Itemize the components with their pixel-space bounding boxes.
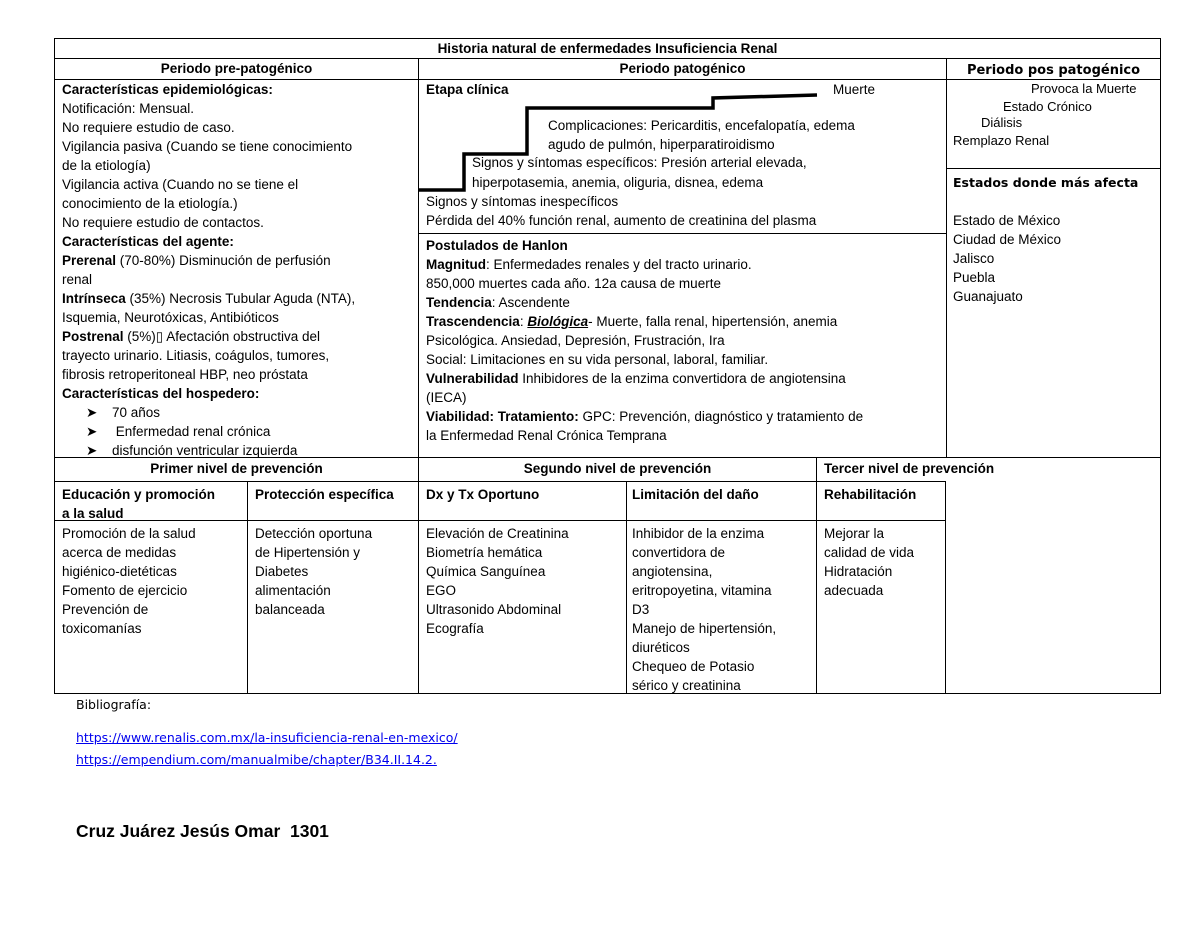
epi-line: Notificación: Mensual. [62, 101, 195, 116]
hanlon-trascendencia: Trascendencia: Biológica- Muerte, falla renal, hipertensión, anemia [426, 314, 838, 329]
prerenal-label: Prerenal [62, 253, 117, 268]
nonspecific-signs: Signos y síntomas inespecíficos [426, 194, 619, 209]
intrinseca-label: Intrínseca [62, 291, 126, 306]
bibliography-link[interactable]: https://empendium.com/manualmibe/chapter/B34.II.14.2. [76, 752, 437, 767]
hanlon-vulnerabilidad-cont: (IECA) [426, 390, 467, 405]
epi-line: Vigilancia activa (Cuando no se tiene el [62, 177, 299, 192]
hanlon-vulnerabilidad: Vulnerabilidad Inhibidores de la enzima convertidora de angiotensina [426, 371, 846, 386]
prerenal-text: (70-80%) Disminución de perfusión [116, 253, 331, 268]
hanlon-viabilidad: Viabilidad: Tratamiento: GPC: Prevención, diagnóstico y tratamiento de [426, 409, 864, 424]
list-item: Puebla [953, 270, 996, 285]
list-item: ➤ 70 años [62, 403, 416, 422]
post-estado-cronico: Estado Crónico [1003, 99, 1092, 114]
postrenal-label: Postrenal [62, 329, 124, 344]
epi-line: No requiere estudio de caso. [62, 120, 235, 135]
post-provoca-muerte: Provoca la Muerte [1031, 81, 1137, 96]
hanlon-title: Postulados de Hanlon [426, 238, 568, 253]
hanlon-tendencia: Tendencia: Ascendente [426, 295, 570, 310]
hanlon-magnitud-cont: 850,000 muertes cada año. 12a causa de muerte [426, 276, 721, 291]
hanlon-trascendencia-cont: Social: Limitaciones en su vida personal, laboral, familiar. [426, 352, 769, 367]
postrenal-text: (5%)▯ Afectación obstructiva del [123, 329, 321, 344]
hanlon-viabilidad-cont: la Enfermedad Renal Crónica Temprana [426, 428, 667, 443]
header-post-pathogenic: Periodo pos patogénico [966, 63, 1141, 78]
complications-line: agudo de pulmón, hiperparatiroidismo [548, 137, 775, 152]
agent-prerenal-cont: renal [62, 272, 93, 287]
prevention-col-damage-limit-body: Inhibidor de la enzima convertidora de angiotensina, eritropoyetina, vitamina D3 Manejo de hipertensión, diuréticos Chequeo de Potasio sérico y creatinina [632, 526, 777, 693]
death-label: Muerte [833, 82, 876, 97]
list-item: ➤ disfunción ventricular izquierda [62, 441, 416, 460]
complications-line: Complicaciones: Pericarditis, encefalopatía, edema [548, 118, 855, 133]
states-list [953, 211, 1061, 306]
arrow-bullet-icon: ➤ [86, 405, 98, 420]
prevention-col-protection-body: Detección oportuna de Hipertensión y Diabetes alimentación balanceada [255, 526, 373, 617]
epi-line: de la etiología) [62, 158, 151, 173]
prevention-level-2: Segundo nivel de prevención [523, 461, 712, 476]
clinical-stage-label: Etapa clínica [426, 82, 509, 97]
agent-postrenal-cont: trayecto urinario. Litiasis, coágulos, tumores, [62, 348, 330, 363]
epi-title: Características epidemiológicas: [62, 82, 273, 97]
specific-signs-line: hiperpotasemia, anemia, oliguria, disnea, edema [472, 175, 764, 190]
bibliography-label: Bibliografía: [76, 697, 152, 712]
hanlon-postulates [426, 236, 944, 445]
list-item: Guanajuato [953, 289, 1023, 304]
arrow-bullet-icon: ➤ [86, 443, 98, 458]
prevention-col-education: Educación y promoción a la salud [62, 487, 216, 521]
arrow-bullet-icon: ➤ [86, 424, 98, 439]
specific-signs-line: Signos y síntomas específicos: Presión arterial elevada, [472, 155, 807, 170]
agent-intrinseca-cont: Isquemia, Neurotóxicas, Antibióticos [62, 310, 279, 325]
host-title: Características del hospedero: [62, 386, 260, 401]
header-pathogenic: Periodo patogénico [619, 61, 746, 76]
agent-title: Características del agente: [62, 234, 234, 249]
prevention-col-dx-tx: Dx y Tx Oportuno [426, 487, 540, 502]
post-dialisis: Diálisis [981, 115, 1023, 130]
list-item: Ciudad de México [953, 232, 1062, 247]
renal-function-loss: Pérdida del 40% función renal, aumento de creatinina del plasma [426, 213, 817, 228]
intrinseca-text: (35%) Necrosis Tubular Aguda (NTA), [125, 291, 356, 306]
prevention-col-education-body: Promoción de la salud acerca de medidas higiénico-dietéticas Fomento de ejercicio Prevención de toxicomanías [62, 526, 196, 636]
prevention-level-3: Tercer nivel de prevención [824, 461, 995, 476]
prevention-col-rehab: Rehabilitación [824, 487, 917, 502]
hanlon-trascendencia-cont: Psicológica. Ansiedad, Depresión, Frustración, Ira [426, 333, 725, 348]
hanlon-magnitud: Magnitud: Enfermedades renales y del tracto urinario. [426, 257, 752, 272]
list-item: ➤ Enfermedad renal crónica [62, 422, 416, 441]
post-remplazo-renal: Remplazo Renal [953, 133, 1050, 148]
document-title: Historia natural de enfermedades Insuficiencia Renal [437, 41, 778, 56]
prevention-col-dx-tx-body: Elevación de Creatinina Biometría hemática Química Sanguínea EGO Ultrasonido Abdominal Ecografía [426, 526, 569, 636]
prevention-col-rehab-body: Mejorar la calidad de vida Hidratación adecuada [824, 526, 915, 598]
epi-line: conocimiento de la etiología.) [62, 196, 238, 211]
list-item: Estado de México [953, 213, 1061, 228]
prevention-col-damage-limit: Limitación del daño [632, 487, 759, 502]
header-pre-pathogenic: Periodo pre-patogénico [160, 61, 313, 76]
bibliography-link[interactable]: https://www.renalis.com.mx/la-insuficiencia-renal-en-mexico/ [76, 730, 458, 745]
author-name: Cruz Juárez Jesús Omar 1301 [76, 821, 329, 841]
epi-line: No requiere estudio de contactos. [62, 215, 264, 230]
states-title: Estados donde más afecta [953, 175, 1139, 190]
epi-line: Vigilancia pasiva (Cuando se tiene conocimiento [62, 139, 353, 154]
prevention-col-protection: Protección específica [255, 487, 394, 502]
agent-postrenal-cont: fibrosis retroperitoneal HBP, neo próstata [62, 367, 308, 382]
prevention-level-1: Primer nivel de prevención [150, 461, 323, 476]
list-item: Jalisco [953, 251, 995, 266]
